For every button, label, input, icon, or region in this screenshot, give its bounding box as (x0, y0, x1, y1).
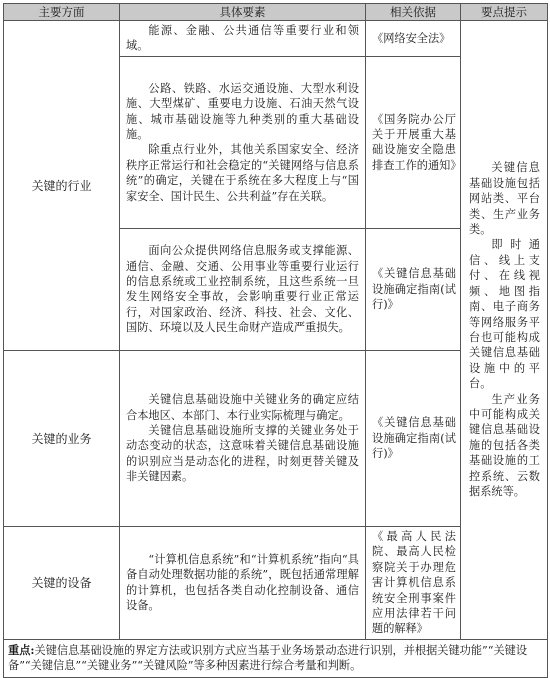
industry-element-1-text: 能源、金融、公共通信等重要行业和领域。 (126, 24, 359, 53)
header-elements: 具体要素 (120, 4, 366, 21)
business-element (120, 350, 366, 526)
category-devices: 关键的设备 (4, 526, 120, 639)
devices-basis: 《最高人民法院、最高人民检察院关于办理危害计算机信息系统安全刑事案件应用法律若干问题的解释》 (366, 526, 461, 639)
industry-element-2 (120, 56, 366, 228)
header-basis: 相关依据 (366, 4, 461, 21)
devices-element (120, 526, 366, 639)
industry-basis-3: 《关键信息基础设施确定指南(试行)》 (366, 228, 461, 350)
category-industry: 关键的行业 (4, 21, 120, 351)
note-label: 重点: (8, 642, 35, 657)
industry-basis-2: 《国务院办公厅关于开展重大基础设施安全隐患排查工作的通知》 (366, 56, 461, 228)
business-basis: 《关键信息基础设施确定指南(试行)》 (366, 350, 461, 526)
tip-paragraph-2: 即时通信、线上支付、在线视频、地图指南、电子商务等网络服务平台也可能构成关键信息基础设施中的平台。 (469, 238, 540, 391)
business-element-text-1: 关键信息基础设施中关键业务的确定应结合本地区、本部门、本行业实际梳理与确定。 (126, 393, 359, 422)
note-text: 关键信息基础设施的界定方法或识别方式应当基于业务场景动态进行识别，并根据关键功能”“关键设备”“关键信息”“关键业务”“关键风险”等多种因素进行综合考量和判断。 (8, 643, 528, 673)
header-aspect: 主要方面 (4, 4, 120, 21)
infrastructure-table (3, 3, 548, 678)
tip-paragraph-1: 关键信息基础设施包括网站类、平台类、生产业务类。 (469, 161, 540, 237)
category-business: 关键的业务 (4, 350, 120, 526)
industry-element-3-text: 面向公众提供网络信息服务或支撑能源、通信、金融、交通、公用事业等重要行业运行的信息系统或工业控制系统，且这些系统一旦发生网络安全事故，会影响重要行业正常运行，对国家政治、经济、科技、社会、文化、国防、环境以及人民生命财产造成严重损失。 (126, 244, 359, 335)
devices-element-text: “计算机信息系统”和“计算机系统”指向“具备自动处理数据功能的系统”，既包括通常理解的计算机，也包括各类自动化控制设备、通信设备。 (126, 553, 359, 613)
industry-element-3 (120, 228, 366, 350)
tips-cell (461, 21, 548, 640)
tip-paragraph-3: 生产业务中可能构成关键信息基础设施的包括各类基础设施的工控系统、云数据系统等。 (469, 392, 540, 498)
note-row (4, 639, 548, 677)
industry-element-2-text-1: 公路、铁路、水运交通设施、大型水利设施、大型煤矿、重要电力设施、石油天然气设施、城市基础设施等九种类别的重大基础设施。 (126, 81, 359, 141)
industry-basis-1: 《网络安全法》 (366, 21, 461, 57)
industry-element-2-text-2: 除重点行业外，其他关系国家安全、经济秩序正常运行和社会稳定的“关键网络与信息系统”的确定，关键在于系统在多大程度上与“国家安全、国计民生、公共利益”存在关联。 (126, 143, 359, 203)
industry-element-1 (120, 21, 366, 57)
table-row (4, 21, 548, 57)
header-tips: 要点提示 (461, 4, 548, 21)
document-page (3, 3, 547, 678)
note-cell (4, 639, 548, 677)
header-row (4, 4, 548, 21)
business-element-text-2: 关键信息基础设施所支撑的关键业务处于动态变动的状态，这意味着关键信息基础设施的识别应当是动态化的进程，时刻更替关键及非关键因素。 (126, 423, 359, 484)
